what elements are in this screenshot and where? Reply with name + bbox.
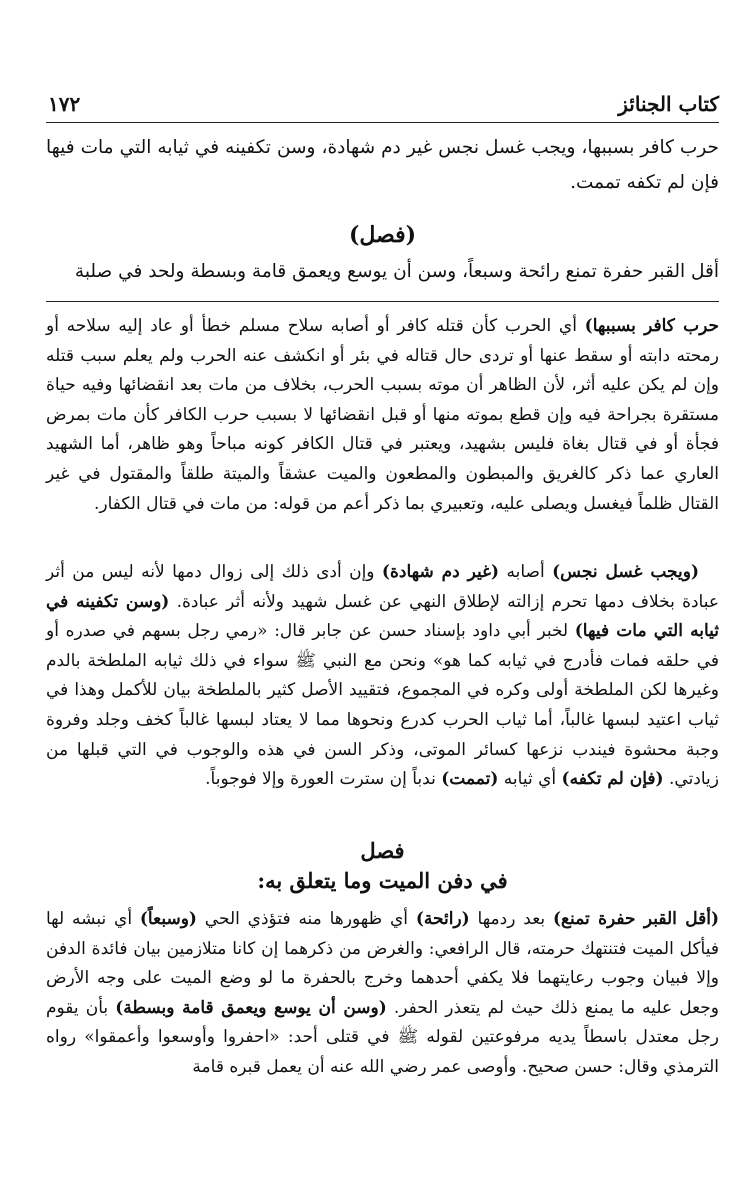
bold-quote: (ويجب غسل نجس) xyxy=(552,562,700,582)
book-title: كتاب الجنائز xyxy=(618,92,719,116)
commentary-text: بعد ردمها xyxy=(469,909,553,929)
matn-text-section: أقل القبر حفرة تمنع رائحة وسبعاً، وسن أن يوسع ويعمق قامة وبسطة ولحد في صلبة xyxy=(74,261,719,282)
bold-quote: (غير دم شهادة) xyxy=(381,562,500,582)
header-rule xyxy=(46,122,719,123)
commentary-paragraph-3 xyxy=(46,905,719,1083)
commentary-text: أي ثيابه xyxy=(498,769,562,790)
commentary-text: أي ظهورها منه فتؤذي الحي xyxy=(196,909,416,929)
commentary-text: أصابه xyxy=(499,562,553,582)
commentary-text: أي الحرب كأن قتله كافر أو أصابه سلاح مسلم خطأ أو عاد إليه سلاحه أو رمحته دابته أو سقط عنها أو تردى حال قتاله في بئر أو انكشف عنه الحرب ولم يعلم سبب قتله وإن لم يكن عليه أثر، لأن الظاهر أن موته بسبب الحرب، بخلاف من مات بعد انقضائها وفيه حياة مستقرة بجراحة فيه وإن قطع بموته منها أو قبل انقضائها لا بسبب حرب الكافر كأن مات بمرض فجأة أو في قتال بغاة فليس بشهيد، ويعتبر في قتال الكافر كونه مباحاً وهو ظاهر، أما الشهيد العاري عما ذكر كالغريق والمبطون والمطعون والميت عشقاً والميتة طلقاً والمقتول في غير القتال ظلماً فيغسل ويصلى عليه، وتعبيري بما ذكر أعم من قوله: من مات في قتال الكفار. xyxy=(46,316,719,514)
matn-sharh-divider xyxy=(46,301,719,302)
matn-text-top: حرب كافر بسببها، ويجب غسل نجس غير دم شهادة، وسن تكفينه في ثيابه التي مات فيها فإن لم تكفه تممت. xyxy=(46,137,719,193)
bold-quote: (فإن لم تكفه) xyxy=(561,769,664,790)
bold-quote: (وسبعاً) xyxy=(139,909,197,929)
bold-quote: (رائحة) xyxy=(415,909,470,929)
commentary-paragraph-1 xyxy=(46,312,719,519)
bold-quote: (وسن تكفينه في ثيابه التي مات فيها) xyxy=(46,591,719,642)
commentary-paragraph-2 xyxy=(46,558,719,795)
section-subheading: في دفن الميت وما يتعلق به: xyxy=(257,868,508,893)
bold-quote: (أقل القبر حفرة تمنع) xyxy=(552,909,719,929)
commentary-text: أي نبشه لها فيأكل الميت فتنتهك حرمته، قال الرافعي: والغرض من ذكرهما إن كانا متلازمين بيان فائدة الدفن وإلا فبيان وجوب رعايتهما فلا يكفي أحدهما وخرج بالحفرة ما لو وضع الميت على وجه الأرض وجعل عليه ما يمنع ذلك حيث لم يتعذر الحفر. xyxy=(46,909,720,1018)
page-number: ١٧٢ xyxy=(48,92,81,116)
section-heading-fasl-2: فصل xyxy=(360,838,405,863)
commentary-text: بأن يقوم رجل معتدل باسطاً يديه مرفوعتين لقوله ﷺ في قتلى أحد: «احفروا وأوسعوا وأعمقوا» رواه الترمذي وقال: حسن صحيح. وأوصى عمر رضي الله عنه أن يعمل قبره قامة xyxy=(46,997,719,1077)
bold-quote: (وسن أن يوسع ويعمق قامة وبسطة) xyxy=(115,997,387,1018)
section-heading-fasl: (فصل) xyxy=(348,222,417,248)
bold-quote: (تممت) xyxy=(441,769,499,790)
bold-quote: حرب كافر بسببها) xyxy=(584,316,720,336)
commentary-text: ندباً إن سترت العورة وإلا فوجوباً. xyxy=(205,769,442,790)
page-header xyxy=(48,86,719,116)
commentary-text: لخبر أبي داود بإسناد حسن عن جابر قال: «رمي رجل بسهم في صدره أو في حلقه فمات فأدرج في ثيابه كما هو» ونحن مع النبي ﷺ سواء في ذلك ثيابه الملطخة بالدم وغيرها لكن الملطخة أولى وكره في المجموع، فتقييد الأصل كثير بالملطخة بيان للأكمل وهذا في ثياب اعتيد لبسها غالباً، أما ثياب الحرب كدرع ونحوها مما لا يعتاد لبسها غالباً كخف وجلد وفروة وجبة محشوة فيندب نزعها كسائر الموتى، وذكر السن في هذه والوجوب في التي قبلها من زيادتي. xyxy=(46,621,719,790)
commentary-text: وإن أدى ذلك إلى زوال دمها لأنه ليس من أثر عبادة بخلاف دمها تحرم إزالته لإطلاق النهي عن غسل شهيد ولأنه أثر عبادة. xyxy=(46,562,719,612)
